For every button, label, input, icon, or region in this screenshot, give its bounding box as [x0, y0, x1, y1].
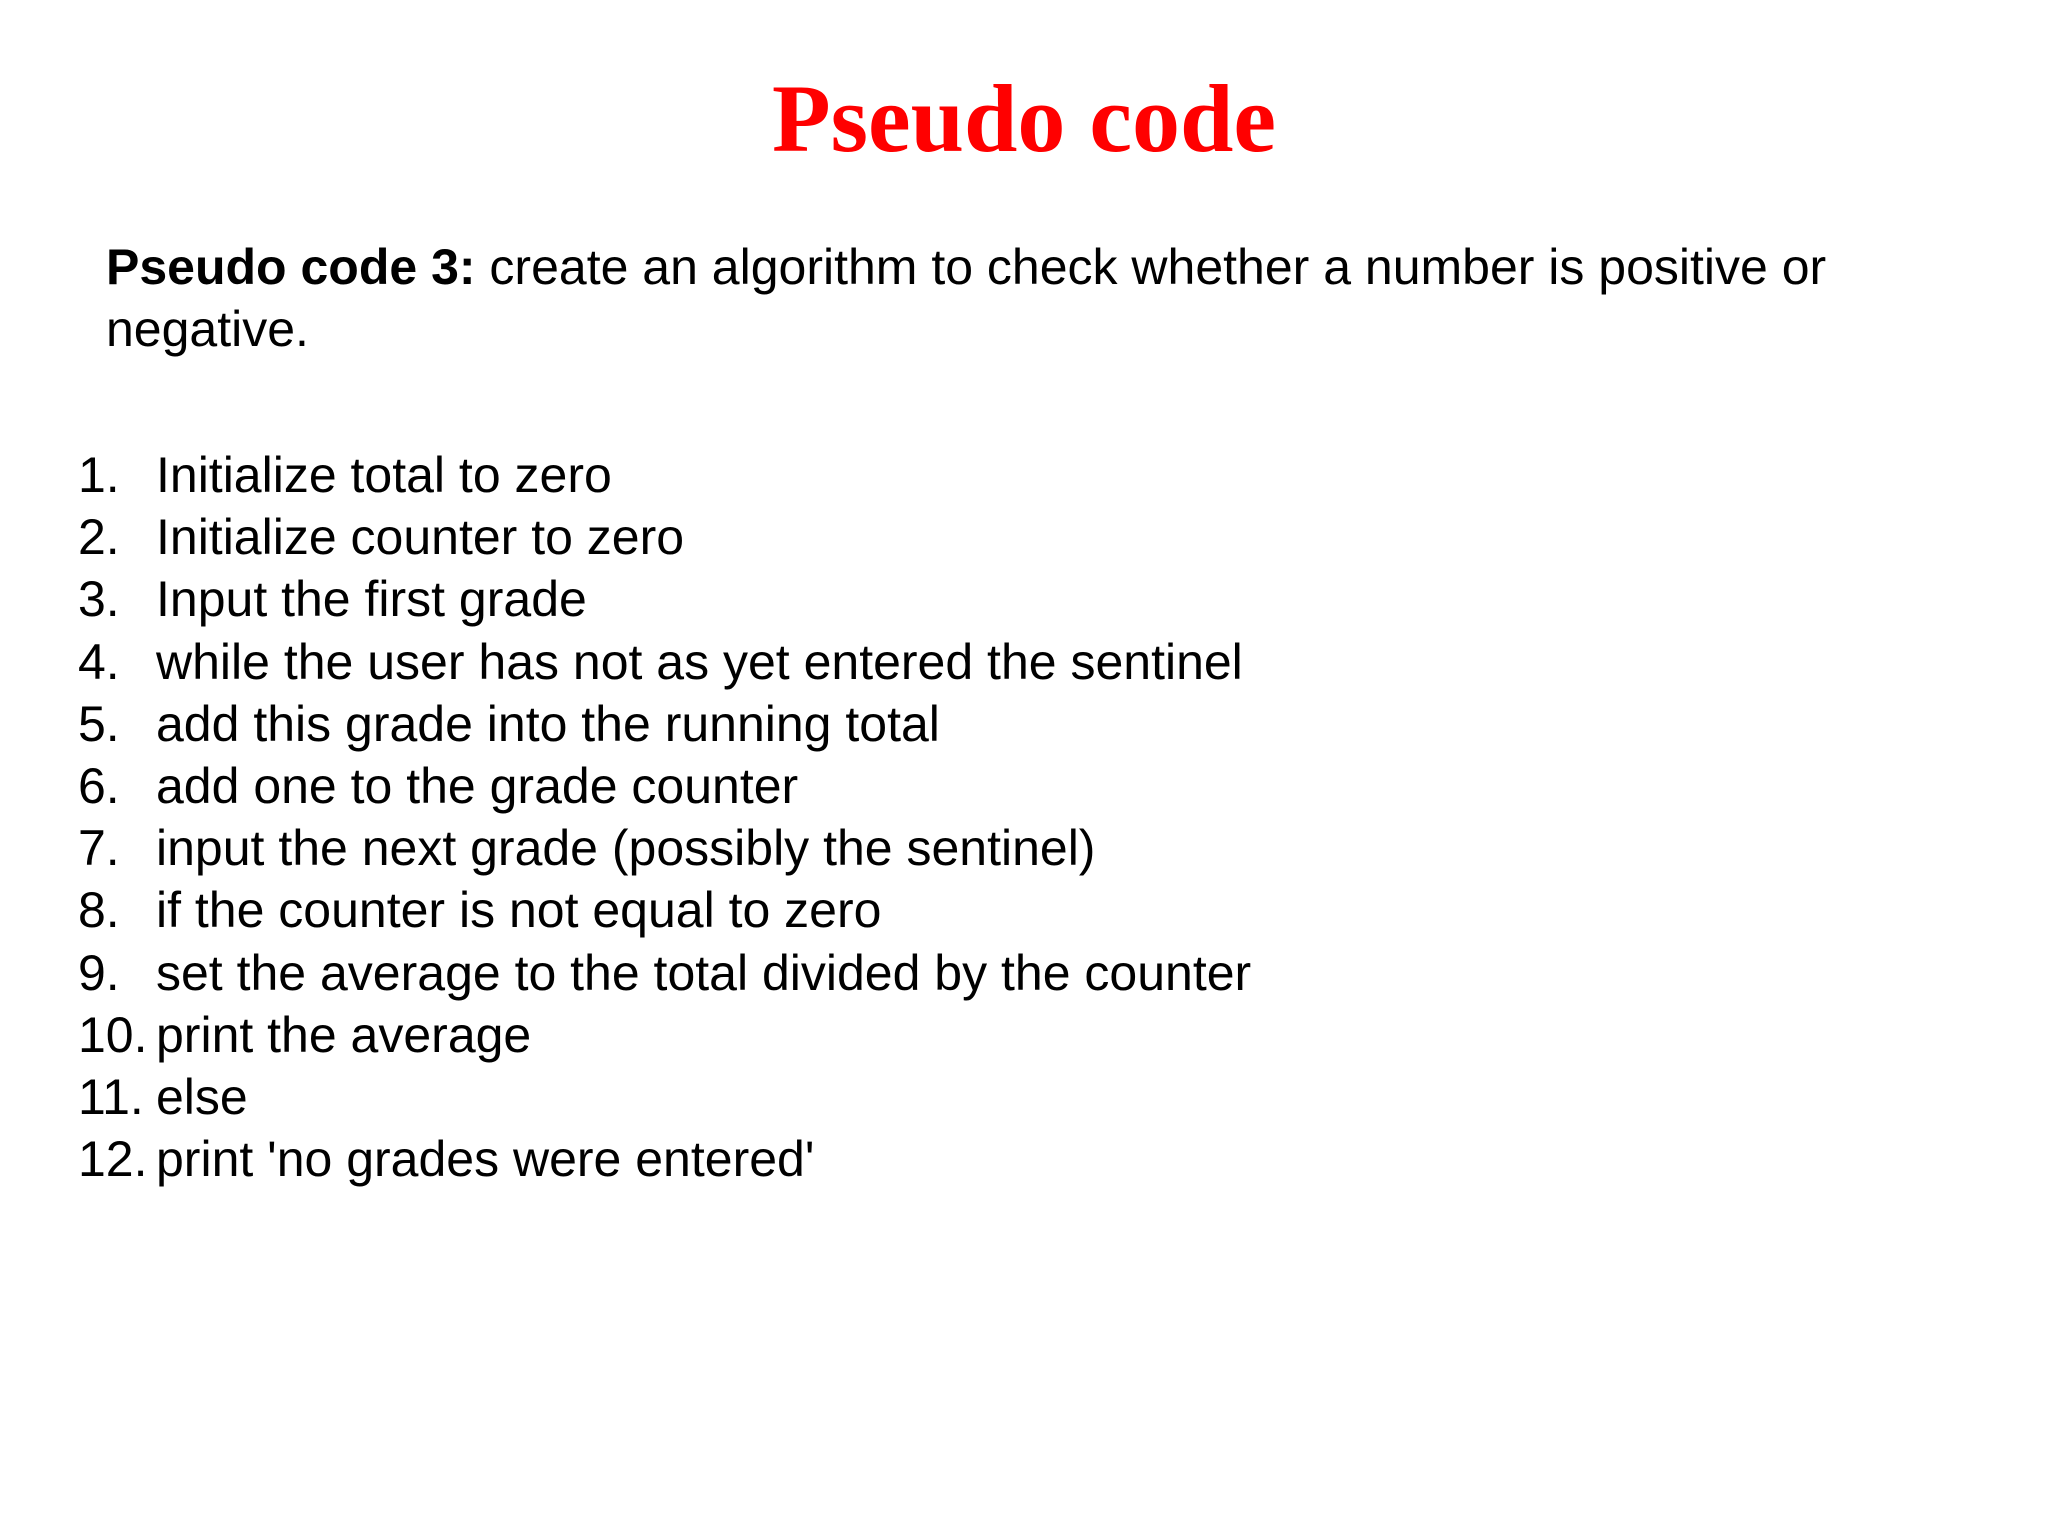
step-item [78, 568, 1878, 630]
step-text: Input the first grade [156, 571, 587, 628]
step-text: add one to the grade counter [156, 758, 799, 815]
step-number: 3. [78, 571, 120, 628]
step-text: while the user has not as yet entered the sentinel [156, 633, 1243, 690]
problem-description [106, 236, 1946, 360]
step-number: 12. [78, 1131, 148, 1188]
step-item [78, 506, 1878, 568]
pseudo-code-steps [78, 444, 1878, 1190]
step-number: 6. [78, 758, 120, 815]
step-text: add this grade into the running total [156, 695, 940, 752]
step-text: Initialize counter to zero [156, 509, 685, 566]
step-number: 9. [78, 944, 120, 1001]
step-item [78, 1128, 1878, 1190]
step-text: Initialize total to zero [156, 447, 612, 503]
step-item [78, 879, 1878, 941]
step-item [78, 693, 1878, 755]
step-number: 4. [78, 633, 120, 690]
step-item [78, 444, 1878, 506]
step-number: 8. [78, 882, 120, 939]
step-item [78, 631, 1878, 693]
step-text: set the average to the total divided by the counter [156, 944, 1252, 1001]
step-text: print the average [156, 1006, 532, 1063]
step-text: print 'no grades were entered' [156, 1131, 815, 1188]
step-number: 7. [78, 820, 120, 877]
step-number: 2. [78, 509, 120, 566]
description-lead: Pseudo code 3: [106, 239, 476, 295]
step-number: 11. [78, 1069, 144, 1126]
step-item [78, 755, 1878, 817]
step-text: else [156, 1069, 248, 1126]
step-item [78, 1004, 1878, 1066]
slide-title: Pseudo code [772, 65, 1276, 172]
step-text: if the counter is not equal to zero [156, 882, 882, 939]
step-number: 1. [78, 447, 120, 503]
step-text: input the next grade (possibly the sentinel) [156, 820, 1096, 877]
step-item [78, 942, 1878, 1004]
step-number: 10. [78, 1006, 148, 1063]
step-item [78, 817, 1878, 879]
description-text: create an algorithm to check whether a number is positive or negative. [106, 239, 1827, 357]
step-number: 5. [78, 695, 120, 752]
step-item [78, 1066, 1878, 1128]
